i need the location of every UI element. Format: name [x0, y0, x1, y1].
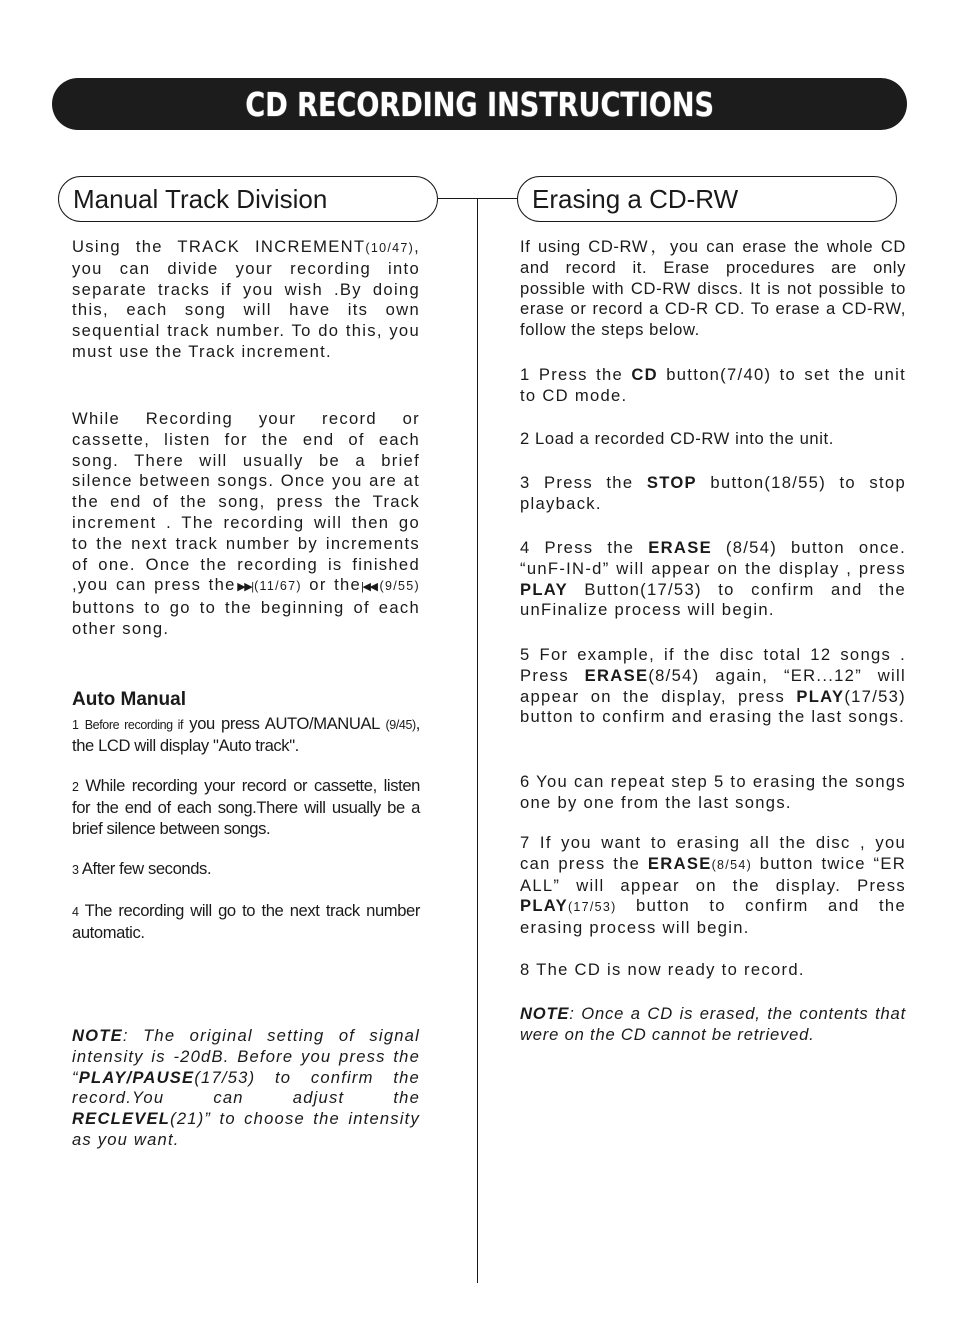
page-title: CD RECORDING INSTRUCTIONS [245, 84, 714, 124]
auto-step-1: 1 Before recording if you press AUTO/MANUAL (9/45), the LCD will display "Auto track". [72, 714, 420, 755]
previous-track-icon: |◀◀ [361, 581, 377, 594]
erase-step-1: 1 Press the CD button(7/40) to set the unit to CD mode. [520, 365, 906, 405]
erase-step-6: 6 You can repeat step 5 to erasing the songs one by one from the last songs. [520, 772, 906, 812]
auto-manual-heading: Auto Manual [72, 689, 186, 710]
section-title: Manual Track Division [73, 183, 328, 214]
note-erased-contents: NOTE: Once a CD is erased, the contents that were on the CD cannot be retrieved. [520, 1004, 906, 1044]
paragraph-track-increment: Using the TRACK INCREMENT(10/47), you can divide your recording into separate tracks if you wish .By doing this, each song will have its own sequential track number. To do this, you must use the Track increment. [72, 237, 420, 361]
section-header-manual-track-division [58, 176, 438, 222]
note-signal-intensity: NOTE: The original setting of signal intensity is -20dB. Before you press the “PLAY/PAUSE(17/53) to confirm the record.You can adjust the RECLEVEL(21)” to choose the intensity as you want. [72, 1026, 420, 1149]
paragraph-erase-intro: If using CD-RW，you can erase the whole CD and record it. Erase procedures are only possible with CD-RW discs. It is not possible to erase or record a CD-R CD. To erase a CD-RW, follow the steps below. [520, 237, 906, 340]
auto-step-3: 3 After few seconds. [72, 859, 212, 878]
paragraph-while-recording: While Recording your record or cassette, listen for the end of each song. There will usually be a brief silence between songs. Once you are at the end of the song, press the Track increment . The recording will then go to the next track number by increments of one. Once the recording is finished ,you can press the▶▶| (11/67) or the|◀◀ (9/55) buttons to go to the beginning of each other song. [72, 409, 420, 638]
erase-step-3: 3 Press the STOP button(18/55) to stop playback. [520, 473, 906, 513]
section-title: Erasing a CD-RW [532, 183, 739, 214]
erase-step-7: 7 If you want to erasing all the disc , you can press the ERASE(8/54) button twice “ER ALL” will appear on the display. Press PLAY(17/53) button to confirm and the erasing process will begin. [520, 833, 906, 938]
erase-step-8: 8 The CD is now ready to record. [520, 960, 805, 979]
next-track-icon: ▶▶| [235, 581, 252, 594]
auto-step-2: 2 While recording your record or cassette, listen for the end of each song.There will usually be a brief silence between songs. [72, 776, 420, 838]
column-divider [477, 198, 478, 1283]
section-header-erasing-cd-rw [517, 176, 897, 222]
erase-step-5: 5 For example, if the disc total 12 songs . Press ERASE(8/54) again, “ER...12” will appear on the display, press PLAY(17/53) button to confirm and erasing the last songs. [520, 645, 907, 727]
erase-step-4: 4 Press the ERASE (8/54) button once. “unF-IN-d” will appear on the display , press PLAY Button(17/53) to confirm and the unFinalize process will begin. [520, 538, 906, 620]
erase-step-2: 2 Load a recorded CD-RW into the unit. [520, 429, 834, 448]
auto-step-4: 4 The recording will go to the next track number automatic. [72, 901, 420, 942]
title-banner [52, 78, 907, 130]
